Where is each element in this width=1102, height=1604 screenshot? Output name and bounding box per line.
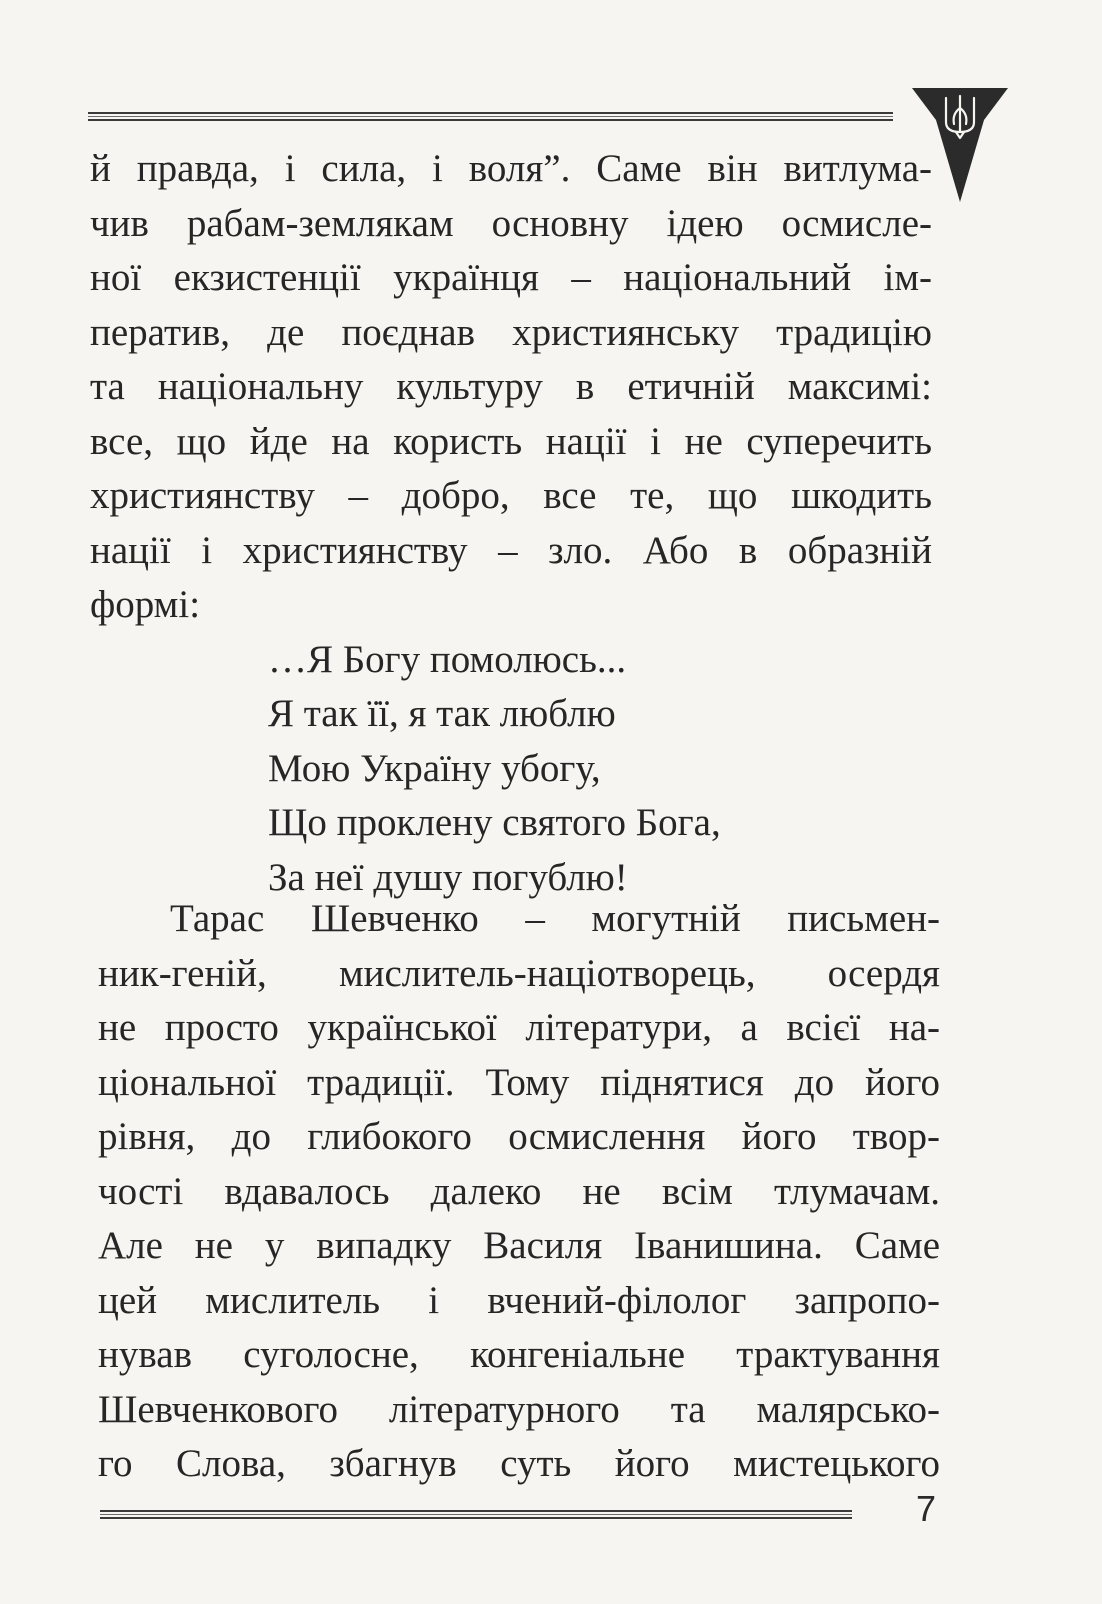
text-line: нував суголосне, конгеніальне трактування — [98, 1333, 940, 1376]
text-line: формі: — [90, 583, 201, 626]
text-line: не просто української літератури, а всієї на- — [98, 1006, 940, 1049]
page-number: 7 — [916, 1488, 937, 1529]
paragraph-2 — [98, 892, 940, 1492]
text-line: та національну культуру в етичній максимі: — [90, 365, 932, 408]
header-rule — [88, 112, 893, 121]
text-line: ної екзистенції українця – національний ім- — [90, 256, 932, 299]
text-line: цей мислитель і вчений-філолог запропо- — [98, 1278, 940, 1322]
text-line: Але не у випадку Василя Іванишина. Саме — [98, 1224, 940, 1267]
verse-line: Мою Україну убогу, — [268, 746, 601, 790]
verse-line: За неї душу погублю! — [268, 855, 628, 899]
text-line: рівня, до глибокого осмислення його твор- — [98, 1115, 940, 1158]
text-line: все, що йде на користь нації і не суперечить — [90, 419, 932, 463]
verse-line: Я так її, я так люблю — [268, 692, 616, 735]
verse-line: Що проклену святого Бога, — [268, 801, 721, 844]
text-line: го Слова, збагнув суть його мистецького — [98, 1442, 940, 1485]
paragraph-1 — [90, 142, 932, 905]
footer-rule — [100, 1510, 852, 1519]
text-line: Тарас Шевченко – могутній письмен- — [170, 897, 940, 940]
text-line: чив рабам-землякам основну ідею осмисле- — [90, 201, 932, 245]
text-line: Шевченкового літературного та малярсько- — [98, 1387, 940, 1431]
text-line: християнству – добро, все те, що шкодить — [90, 474, 932, 517]
text-line: ператив, де поєднав християнську традицію — [90, 310, 932, 354]
text-line: нації і християнству – зло. Або в образній — [90, 528, 932, 572]
text-line: й правда, і сила, і воля”. Саме він витлума- — [90, 147, 932, 190]
text-line: ник-геній, мислитель-націотворець, осердя — [98, 951, 940, 995]
text-line: чості вдавалось далеко не всім тлумачам. — [98, 1169, 940, 1213]
verse-line: …Я Богу помолюсь... — [268, 637, 627, 681]
text-line: ціональної традиції. Тому піднятися до його — [98, 1060, 940, 1104]
